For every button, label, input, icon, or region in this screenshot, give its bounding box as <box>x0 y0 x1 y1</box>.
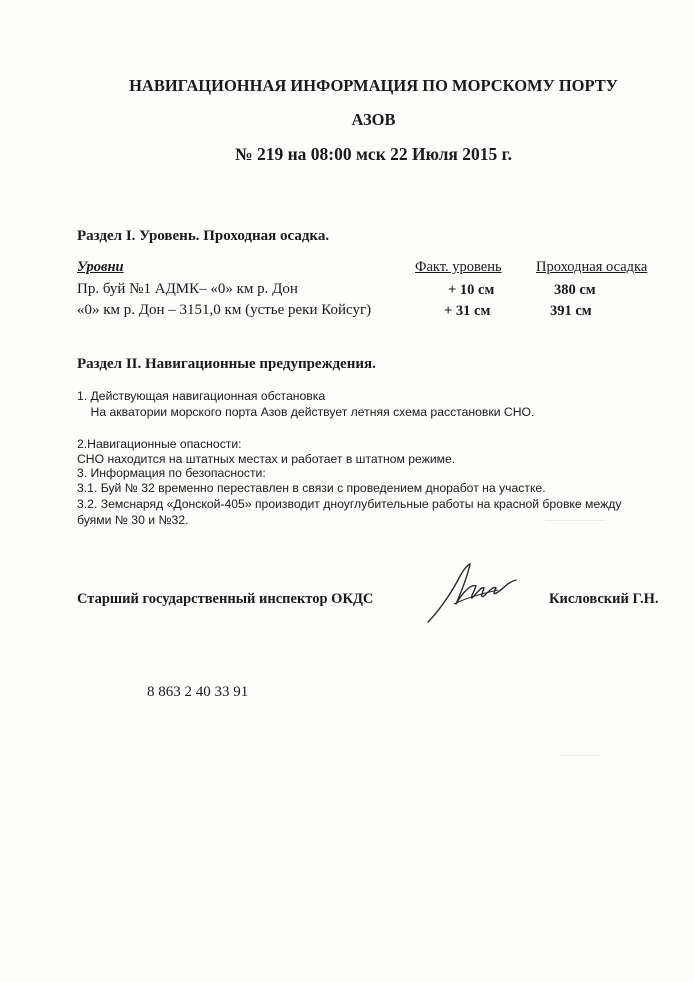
row-1-name: Пр. буй №1 АДМК– «0» км р. Дон <box>77 281 298 297</box>
header-line-2: АЗОВ <box>351 110 396 129</box>
column-header-actual-level: Факт. уровень <box>415 259 502 275</box>
warning-line: 1. Действующая навигационная обстановка <box>77 389 326 403</box>
header-line-3: № 219 на 08:00 мск 22 Июля 2015 г. <box>235 144 512 164</box>
row-1-draft: 380 см <box>554 282 596 298</box>
row-1-level: + 10 см <box>448 282 495 298</box>
signatory-position: Старший государственный инспектор ОКДС <box>77 591 374 607</box>
scan-artifact <box>545 520 605 521</box>
column-header-draft: Проходная осадка <box>536 259 648 275</box>
warning-line: 2.Навигационные опасности: <box>77 437 242 451</box>
scan-artifact <box>560 755 600 756</box>
warning-line: 3.2. Земснаряд «Донской-405» производит дноуглубительные работы на красной бровке между <box>77 497 622 511</box>
header-line-1: НАВИГАЦИОННАЯ ИНФОРМАЦИЯ ПО МОРСКОМУ ПОРТУ <box>129 76 618 95</box>
warning-line: На акватории морского порта Азов действует летняя схема расстановки СНО. <box>77 405 535 419</box>
section-2-title: Раздел II. Навигационные предупреждения. <box>77 356 376 372</box>
warning-line: буями № 30 и №32. <box>77 513 189 527</box>
warning-line: СНО находится на штатных местах и работает в штатном режиме. <box>77 452 456 466</box>
warning-line: 3.1. Буй № 32 временно переставлен в связи с проведением дноработ на участке. <box>77 481 546 495</box>
row-2-level: + 31 см <box>444 303 491 319</box>
phone-number: 8 863 2 40 33 91 <box>147 684 249 700</box>
signatory-name: Кисловский Г.Н. <box>549 591 659 607</box>
row-2-draft: 391 см <box>550 303 592 319</box>
section-1-title: Раздел I. Уровень. Проходная осадка. <box>77 228 330 244</box>
row-2-name: «0» км р. Дон – 3151,0 км (устье реки Койсуг) <box>77 302 372 318</box>
signature-image <box>420 560 520 626</box>
column-header-levels: Уровни <box>77 259 124 275</box>
warning-line: 3. Информация по безопасности: <box>77 466 266 480</box>
